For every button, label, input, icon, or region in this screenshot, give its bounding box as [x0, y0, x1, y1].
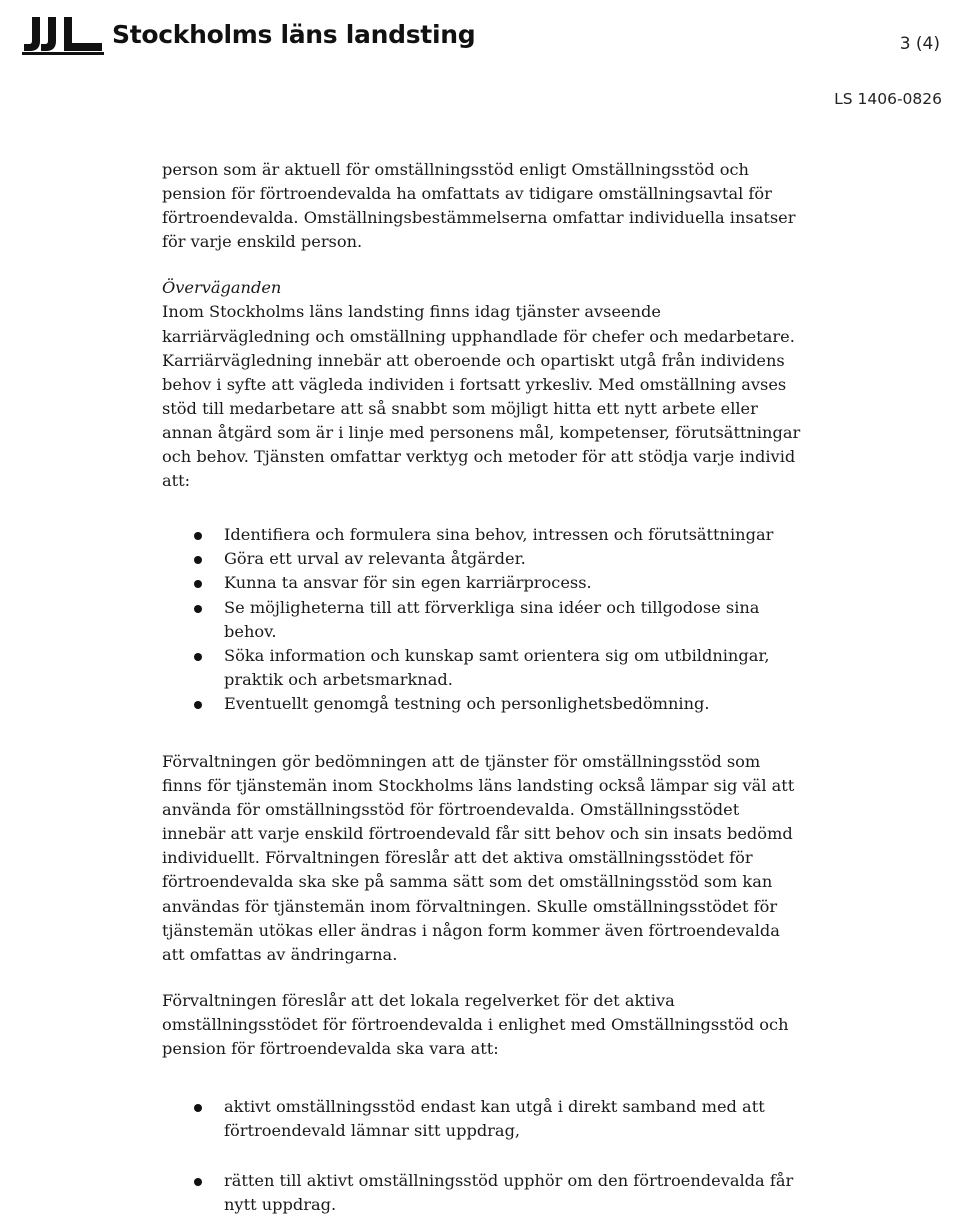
list-item: Identifiera och formulera sina behov, intressen och förutsättningar [162, 523, 802, 547]
bullet-list-1 [162, 523, 802, 716]
section-heading: Överväganden [162, 278, 282, 298]
intro-paragraph: person som är aktuell för omställningsstöd enligt Omställningsstöd och pension för förtroendevalda ha omfattats av tidigare omställningsavtal för förtroendevalda. Omställningsbestämmelserna omfattar individuella insatser för varje enskild person. [162, 160, 796, 252]
list-item: Söka information och kunskap samt orientera sig om utbildningar, praktik och arbetsmarknad. [162, 644, 802, 692]
bullet-icon [194, 580, 202, 588]
list-item: Se möjligheterna till att förverkliga sina idéer och tillgodose sina behov. [162, 596, 802, 644]
bullet-icon [194, 701, 202, 709]
sll-logo-icon [22, 14, 106, 56]
section-paragraph: Inom Stockholms läns landsting finns idag tjänster avseende karriärvägledning och omställning upphandlade för chefer och medarbetare. Karriärvägledning innebär att oberoende och opartiskt utgå från individens behov i syfte att vägleda individen i fortsatt yrkesliv. Med omställning avses stöd till medarbetare att så snabbt som möjligt hitta ett nytt arbete eller annan åtgärd som är i linje med personens mål, kompetenser, förutsättningar och behov. Tjänsten omfattar verktyg och metoder för att stödja varje individ att: [162, 302, 801, 491]
list-item: Kunna ta ansvar för sin egen karriärprocess. [162, 571, 802, 595]
bullet-icon [194, 1178, 202, 1186]
list-item: rätten till aktivt omställningsstöd upphör om den förtroendevalda får nytt uppdrag. [162, 1169, 802, 1217]
bullet-icon [194, 532, 202, 540]
document-reference: LS 1406-0826 [834, 90, 942, 108]
list-item: aktivt omställningsstöd endast kan utgå i direkt samband med att förtroendevald lämnar sitt uppdrag, [162, 1095, 802, 1143]
document-body [162, 158, 802, 1217]
page-number: 3 (4) [899, 34, 940, 54]
list-item: Göra ett urval av relevanta åtgärder. [162, 547, 802, 571]
bullet-list-2 [162, 1095, 802, 1217]
bullet-icon [194, 1104, 202, 1112]
bullet-icon [194, 653, 202, 661]
bullet-icon [194, 605, 202, 613]
organization-name: Stockholms läns landsting [112, 20, 476, 49]
bullet-icon [194, 556, 202, 564]
paragraph-proposal: Förvaltningen föreslår att det lokala regelverket för det aktiva omställningsstödet för förtroendevalda i enlighet med Omställningsstöd och pension för förtroendevalda ska vara att: [162, 990, 789, 1058]
paragraph-assessment: Förvaltningen gör bedömningen att de tjänster för omställningsstöd som finns för tjänstemän inom Stockholms läns landsting också lämpar sig väl att använda för omställningsstöd för förtroendevalda. Omställningsstödet innebär att varje enskild förtroendevald får sitt behov och sin insats bedömd individuellt. Förvaltningen föreslår att det aktiva omställningsstödet för förtroendevalda ska ske på samma sätt som det omställningsstöd som kan användas för tjänstemän inom förvaltningen. Skulle omställningsstödet för tjänstemän utökas eller ändras i någon form kommer även förtroendevalda att omfattas av ändringarna. [162, 751, 795, 964]
list-item: Eventuellt genomgå testning och personlighetsbedömning. [162, 692, 802, 716]
page-header [0, 0, 960, 110]
